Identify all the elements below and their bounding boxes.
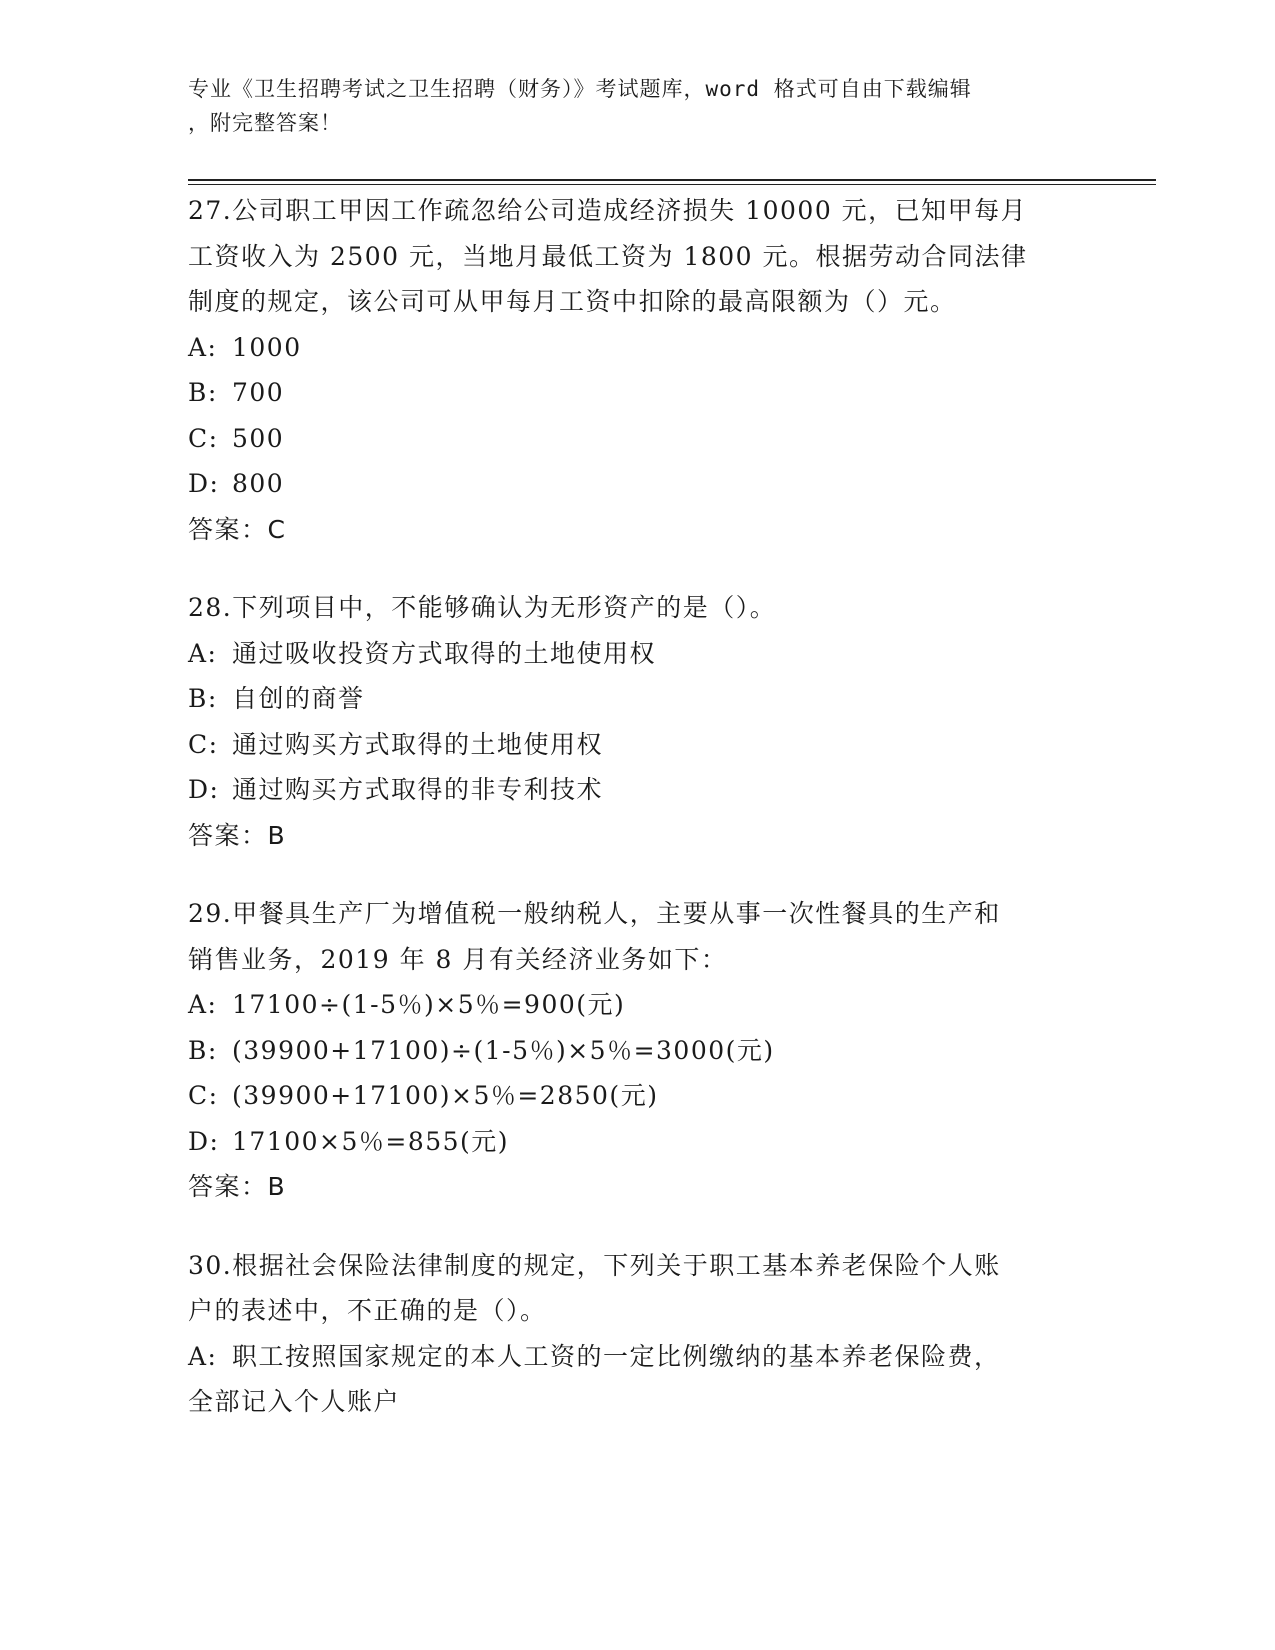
option-b — [188, 1028, 1088, 1074]
stem-line: 30.根据社会保险法律制度的规定，下列关于职工基本养老保险个人账 — [188, 1250, 1001, 1280]
stem-line: 28.下列项目中，不能够确认为无形资产的是（）。 — [188, 593, 777, 622]
option-d — [188, 1119, 1088, 1165]
option-b — [188, 676, 1088, 722]
option-a — [188, 631, 1088, 677]
option-d — [188, 767, 1088, 813]
option-letter: C: — [188, 1081, 219, 1110]
header-line: 专业《卫生招聘考试之卫生招聘（财务）》考试题库，word 格式可自由下载编辑 — [188, 77, 972, 101]
question-29 — [188, 891, 1088, 1210]
option-text: 500 — [232, 423, 285, 453]
option-letter: D: — [188, 775, 220, 804]
stem-line: 29.甲餐具生产厂为增值税一般纳税人，主要从事一次性餐具的生产和 — [188, 899, 1001, 928]
option-c — [188, 1073, 1088, 1119]
option-text: 800 — [232, 469, 285, 498]
answer-line: 答案：C — [188, 514, 287, 544]
option-a — [188, 982, 1088, 1028]
option-letter: D: — [188, 1126, 220, 1156]
option-a — [188, 1334, 1088, 1425]
question-list — [188, 188, 1088, 1458]
option-c — [188, 722, 1088, 768]
question-28 — [188, 585, 1088, 858]
stem-line: 销售业务，2019 年 8 月有关经济业务如下： — [188, 944, 728, 974]
option-letter: C: — [188, 729, 219, 759]
option-letter: B: — [188, 1035, 218, 1065]
option-b — [188, 370, 1088, 416]
question-30 — [188, 1243, 1088, 1425]
header-line: ，附完整答案！ — [188, 111, 342, 135]
answer-line: 答案：B — [188, 820, 287, 850]
option-text-continued: 全部记入个人账户 — [188, 1387, 401, 1416]
question-27 — [188, 188, 1088, 552]
option-text: (39900+17100)×5％=2850(元) — [232, 1081, 659, 1110]
option-a — [188, 325, 1088, 371]
option-letter: B: — [188, 684, 218, 713]
stem-line: 户的表述中，不正确的是（）。 — [188, 1296, 547, 1325]
option-letter: D: — [188, 469, 220, 498]
option-letter: A: — [188, 990, 218, 1019]
option-text: 17100×5％=855(元) — [232, 1126, 510, 1156]
option-text: 通过购买方式取得的非专利技术 — [232, 775, 604, 804]
option-text: 700 — [232, 378, 285, 407]
option-text: 通过购买方式取得的土地使用权 — [232, 729, 604, 759]
option-text: 17100÷(1-5％)×5％=900(元) — [232, 990, 626, 1019]
option-text: 通过吸收投资方式取得的土地使用权 — [232, 638, 657, 668]
option-letter: C: — [188, 423, 219, 453]
question-stem — [188, 1243, 1088, 1334]
header-divider-thin — [188, 184, 1156, 185]
header-divider — [188, 179, 1156, 181]
option-letter: A: — [188, 1341, 218, 1371]
option-text: 自创的商誉 — [232, 684, 365, 713]
option-letter: A: — [188, 332, 218, 362]
question-stem — [188, 891, 1088, 982]
option-text: (39900+17100)÷(1-5％)×5％=3000(元) — [232, 1035, 775, 1065]
stem-line: 工资收入为 2500 元，当地月最低工资为 1800 元。根据劳动合同法律 — [188, 241, 1028, 271]
option-d — [188, 461, 1088, 507]
answer-line: 答案：B — [188, 1172, 287, 1201]
option-text: 1000 — [232, 332, 302, 362]
stem-line: 制度的规定，该公司可从甲每月工资中扣除的最高限额为（）元。 — [188, 287, 957, 316]
question-stem — [188, 188, 1088, 325]
stem-line: 27.公司职工甲因工作疏忽给公司造成经济损失 10000 元，已知甲每月 — [188, 196, 1028, 225]
option-letter: A: — [188, 638, 218, 668]
option-text: 职工按照国家规定的本人工资的一定比例缴纳的基本养老保险费， — [232, 1341, 1001, 1371]
option-c — [188, 416, 1088, 462]
option-letter: B: — [188, 378, 218, 407]
document-header — [188, 72, 1088, 140]
question-stem — [188, 585, 1088, 631]
